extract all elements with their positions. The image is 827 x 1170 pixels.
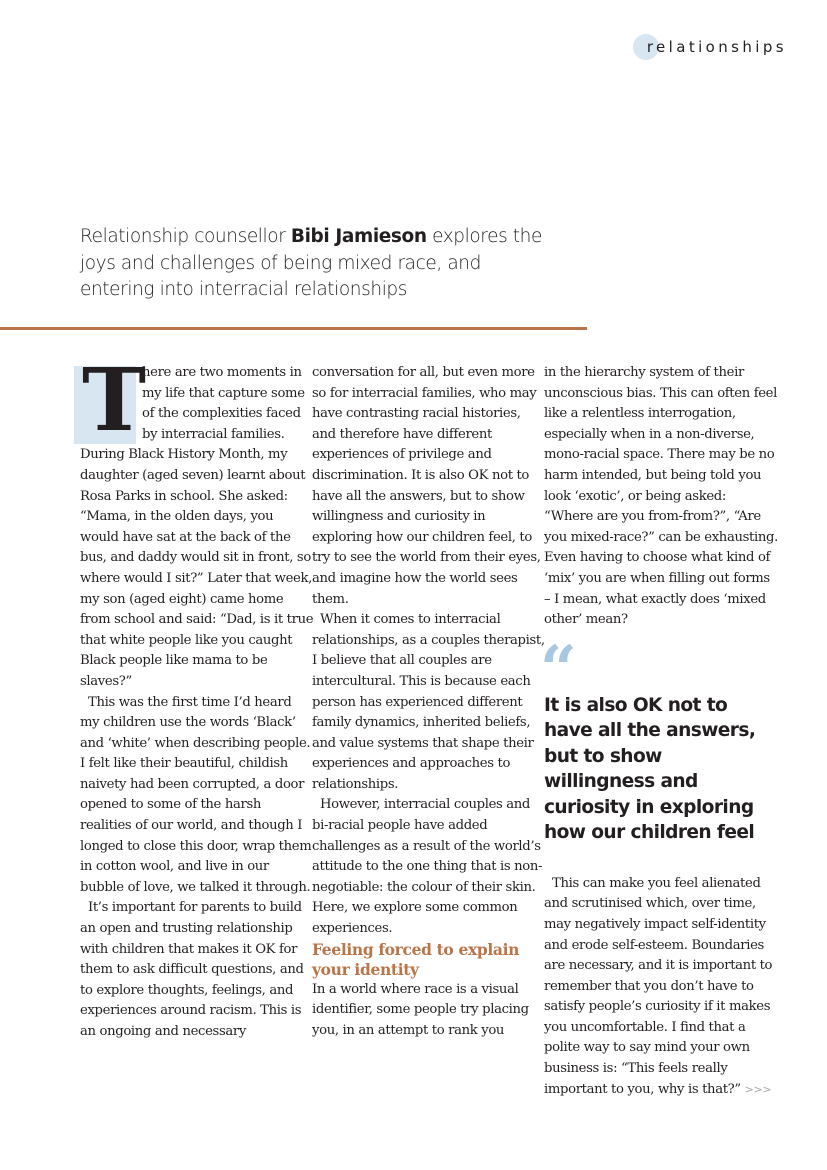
article-column-3 <box>540 363 778 1100</box>
article-column-1 <box>80 350 314 1043</box>
article-paragraph <box>80 350 314 693</box>
header-divider <box>0 327 587 330</box>
quote-mark-icon: “ <box>540 631 577 707</box>
article-paragraph: It’s important for parents to build an open and trusting relationship with children that makes it OK for them to ask difficult questions, and to explore thoughts, feelings, and experiences around racism. This is an ongoing and necessary <box>80 900 304 1039</box>
pull-quote: It is also OK not to have all the answers, but to show willingness and curiosity in exploring how our children feel <box>544 694 756 844</box>
article-paragraph: However, interracial couples and bi-racial people have added challenges as a result of the world’s attitude to the one thing that is non-negotiable: the colour of their skin. Here, we explore some common experiences. <box>312 797 543 937</box>
continue-marker: >>> <box>744 1082 772 1096</box>
article-paragraph: When it comes to interracial relationships, as a couples therapist, I believe that all couples are intercultural. This is because each person has experienced different family dynamics, inherited beliefs, and value systems that shape their experiences and approaches to relationships. <box>312 612 545 792</box>
dropcap-letter: T <box>82 350 146 451</box>
section-label: relationships <box>646 38 787 56</box>
standfirst <box>80 224 550 304</box>
dropcap <box>74 350 146 451</box>
article-paragraph: In a world where race is a visual identifier, some people try placing you, in an attempt to rank you <box>312 981 529 1038</box>
article-column-2 <box>312 363 546 1041</box>
paragraph-text: here are two moments in my life that capture some of the complexities faced by interracial families. During Black History Month, my daughter (aged seven) learnt about Rosa Parks in school. She asked: “Mama, in the olden days, you would have sat at the back of the bus, and daddy would sit in front, so where would I sit?” Later that week, my son (aged eight) came home from school and said: “Dad, is it true that white people like you caught Black people like mama to be slaves?” <box>80 365 314 689</box>
article-paragraph: conversation for all, but even more so for interracial families, who may have contrasting racial histories, and therefore have different experiences of privilege and discrimination. It is also OK not to have all the answers, but to show willingness and curiosity in exploring how our children feel, to try to see the world from their eyes, and imagine how the world sees them. <box>312 365 541 607</box>
standfirst-intro: Relationship counsellor <box>80 226 291 247</box>
article-paragraph <box>544 874 778 1101</box>
section-tag <box>633 33 787 61</box>
paragraph-text: This can make you feel alienated and scrutinised which, over time, may negatively impact self-identity and erode self-esteem. Boundaries are necessary, and it is important to remember that you don’t have to satisfy people’s curiosity if it makes you uncomfortable. I find that a polite way to say mind your own business is: “This feels really important to you, why is that?” <box>544 875 773 1097</box>
author-name: Bibi Jamieson <box>290 226 427 247</box>
article-paragraph: This was the first time I’d heard my children use the words ‘Black’ and ‘white’ when describing people. I felt like their beautiful, childish naivety had been corrupted, a door opened to some of the harsh realities of our world, and though I longed to close this door, wrap them in cotton wool, and live in our bubble of love, we talked it through. <box>80 694 312 895</box>
section-subheading: Feeling forced to explain your identity <box>312 939 520 979</box>
article-paragraph: in the hierarchy system of their unconscious bias. This can often feel like a relentless interrogation, especially when in a non-diverse, mono-racial space. There may be no harm intended, but being told you look ‘exotic’, or being asked: “Where are you from-from?”, “Are you mixed-race?” can be exhausting. Even having to choose what kind of ‘mix’ you are when filling out forms – I mean, what exactly does ‘mixed other’ mean? <box>544 365 778 628</box>
standfirst-body: explores the joys and challenges of being mixed race, and entering into interracial relationships <box>80 226 542 300</box>
